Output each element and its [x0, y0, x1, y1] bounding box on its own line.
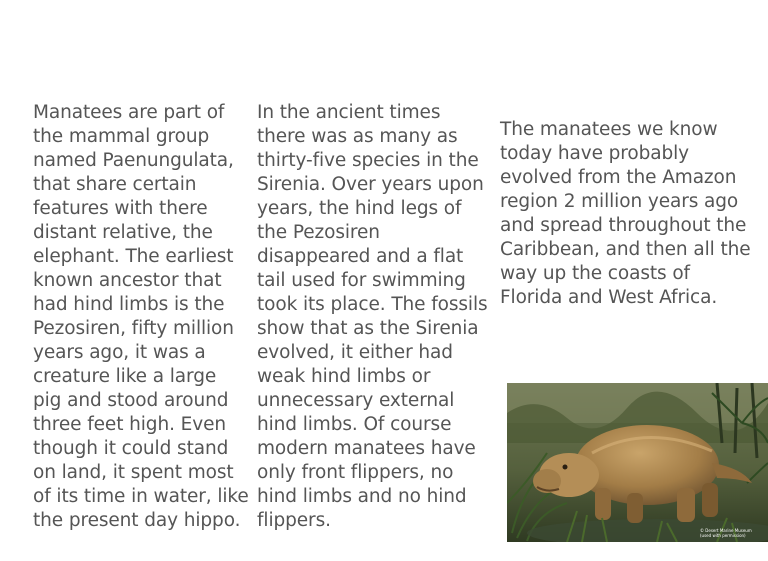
text-line: hind limbs and no hind [257, 486, 467, 507]
text-line: The manatees we know [500, 119, 718, 140]
text-line: on land, it spent most [33, 462, 234, 483]
text-line: modern manatees have [257, 438, 476, 459]
text-line: today have probably [500, 143, 690, 164]
text-line: years ago, it was a [33, 342, 206, 363]
text-line: show that as the Sirenia [257, 318, 479, 339]
text-line: creature like a large [33, 366, 217, 387]
text-line: thirty-five species in the [257, 150, 479, 171]
text-line: features with there [33, 198, 208, 219]
credit-line: © Desert Marine Museum [700, 528, 752, 533]
text-line: of its time in water, like [33, 486, 249, 507]
text-line: elephant. The earliest [33, 246, 234, 267]
text-line: three feet high. Even [33, 414, 226, 435]
image-credit [700, 528, 752, 538]
text-column-2 [257, 101, 488, 533]
pezosiren-image [507, 383, 768, 542]
text-line: region 2 million years ago [500, 191, 739, 212]
text-line: unnecessary external [257, 390, 455, 411]
text-line: there was as many as [257, 126, 458, 147]
credit-line: (used with permission) [700, 533, 746, 538]
text-line: tail used for swimming [257, 270, 466, 291]
text-column-3 [500, 118, 751, 310]
text-line: known ancestor that [33, 270, 222, 291]
text-line: the mammal group [33, 126, 210, 147]
text-line: Manatees are part of [33, 102, 225, 123]
text-line: that share certain [33, 174, 197, 195]
text-line: way up the coasts of [500, 263, 690, 284]
text-line: only front flippers, no [257, 462, 454, 483]
text-line: pig and stood around [33, 390, 229, 411]
text-line: In the ancient times [257, 102, 441, 123]
text-line: the present day hippo. [33, 510, 241, 531]
text-line: Florida and West Africa. [500, 287, 718, 308]
text-line: the Pezosiren [257, 222, 380, 243]
text-line: distant relative, the [33, 222, 213, 243]
text-line: named Paenungulata, [33, 150, 234, 171]
text-line: evolved, it either had [257, 342, 453, 363]
text-line: years, the hind legs of [257, 198, 462, 219]
text-line: though it could stand [33, 438, 229, 459]
text-line: disappeared and a flat [257, 246, 464, 267]
text-line: Sirenia. Over years upon [257, 174, 484, 195]
text-line: flippers. [257, 510, 331, 531]
text-column-1 [33, 101, 249, 533]
text-line: Pezosiren, fifty million [33, 318, 234, 339]
text-line: hind limbs. Of course [257, 414, 452, 435]
pezosiren-illustration [507, 383, 768, 542]
text-line: and spread throughout the [500, 215, 747, 236]
text-line: weak hind limbs or [257, 366, 431, 387]
text-line: took its place. The fossils [257, 294, 488, 315]
text-line: had hind limbs is the [33, 294, 225, 315]
text-line: Caribbean, and then all the [500, 239, 751, 260]
text-line: evolved from the Amazon [500, 167, 737, 188]
